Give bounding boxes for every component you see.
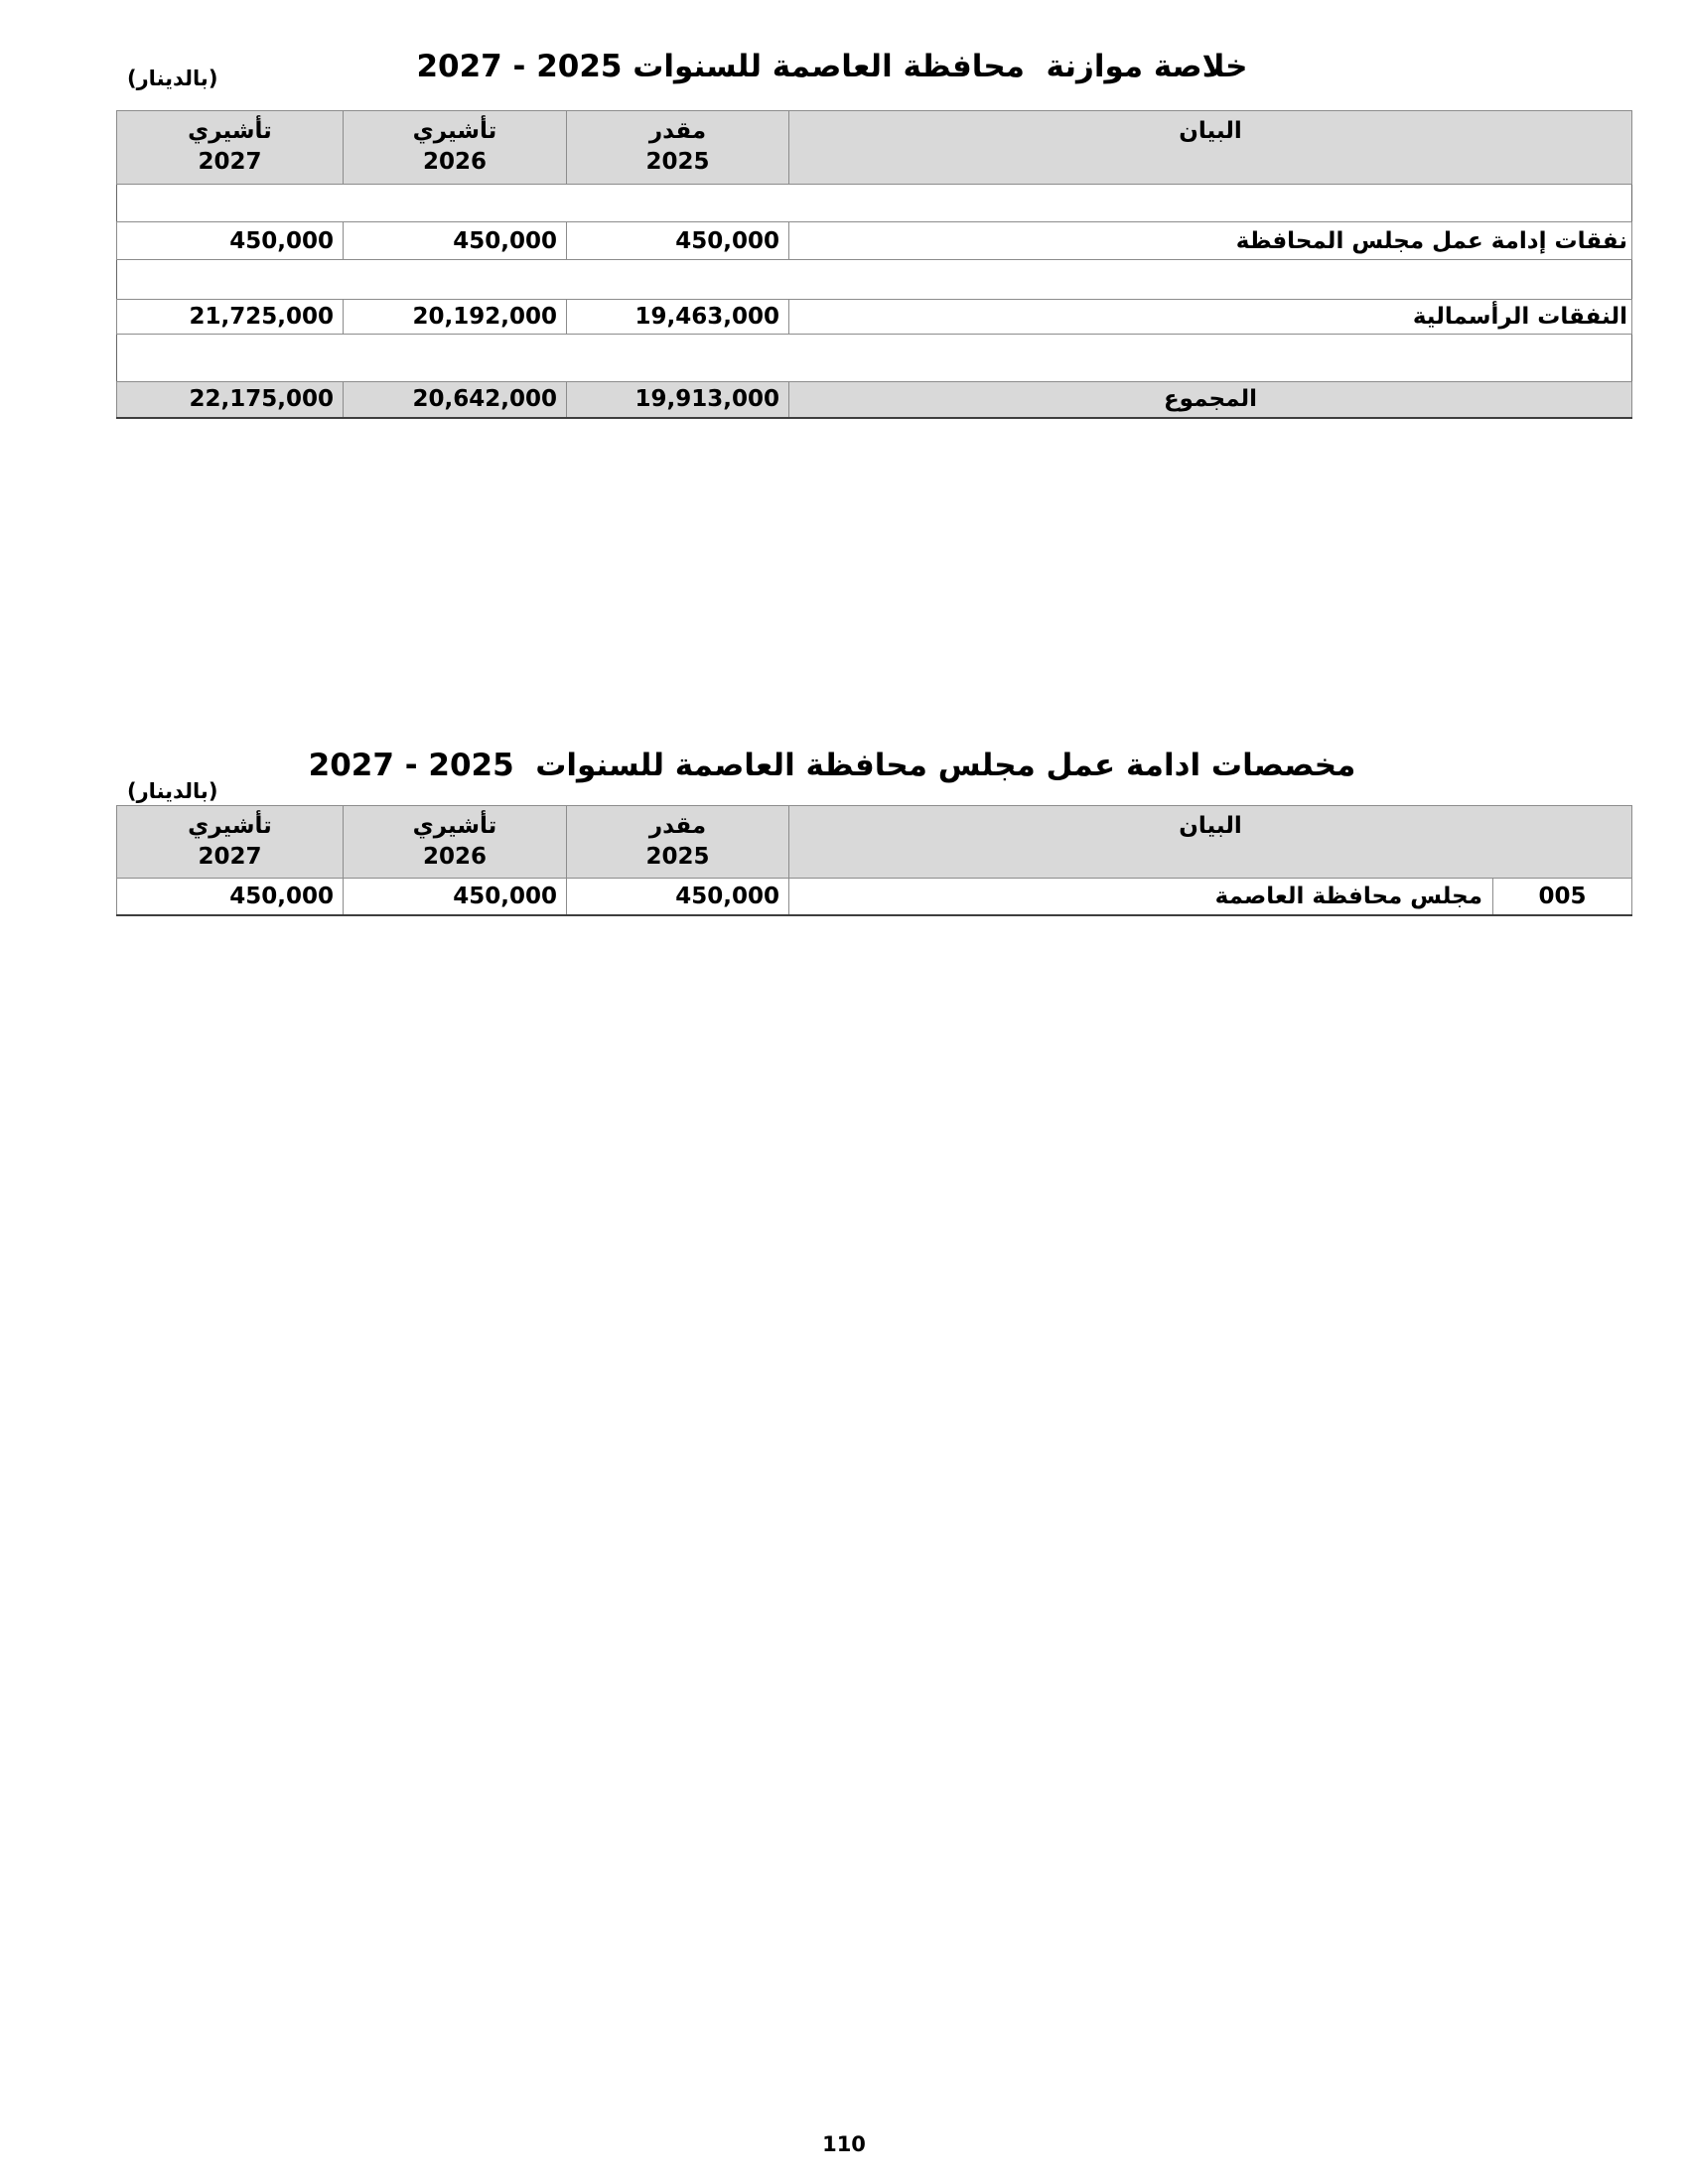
row-value-2026: 450,000 [344,879,567,915]
row-statement: نفقات إدامة عمل مجلس المحافظة [789,222,1632,260]
table-row-council-operating [117,222,1632,260]
statement-header-label: البيان [1179,118,1242,144]
summary-header-statement [789,111,1632,185]
spacer-row [117,260,1632,300]
indicative-2026-label: تأشيري [412,118,497,144]
total-row [117,382,1632,418]
row-value-2025: 450,000 [567,222,789,260]
allocations-header-indicative-2026 [344,806,567,879]
table-row-capital-governorate-council [117,879,1632,915]
spacer-row [117,185,1632,222]
summary-header-indicative-2027 [117,111,344,185]
spacer-cell [117,260,1632,300]
indicative-2027-label: تأشيري [188,813,272,839]
allocations-header-estimated-2025 [567,806,789,879]
summary-header-row [117,111,1632,185]
row-statement: النفقات الرأسمالية [789,300,1632,335]
row-value-2026: 20,192,000 [344,300,567,335]
row-statement: مجلس محافظة العاصمة [789,879,1493,915]
total-label: المجموع [789,382,1632,418]
row-value-2026: 450,000 [344,222,567,260]
indicative-2026-year: 2026 [422,844,487,870]
estimated-label: مقدر [648,813,707,839]
row-value-2025: 19,463,000 [567,300,789,335]
summary-table [116,110,1632,419]
table-row-capital-expenditures [117,300,1632,335]
indicative-2027-label: تأشيري [188,118,272,144]
row-code: 005 [1493,879,1632,915]
spacer-row [117,335,1632,382]
estimated-year: 2025 [645,149,710,175]
summary-table-title: خلاصة موازنة محافظة العاصمة للسنوات 2025 - 2027 [416,49,1248,84]
row-value-2027: 450,000 [117,879,344,915]
indicative-2026-year: 2026 [422,149,487,175]
spacer-cell [117,335,1632,382]
allocations-table-title: مخصصات ادامة عمل مجلس محافظة العاصمة للسنوات 2025 - 2027 [308,748,1356,783]
page-number: 110 [822,2132,866,2156]
estimated-label: مقدر [648,118,707,144]
allocations-table [116,805,1632,916]
indicative-2027-year: 2027 [198,149,262,175]
allocations-header-statement [789,806,1632,879]
row-value-2027: 21,725,000 [117,300,344,335]
total-value-2027: 22,175,000 [117,382,344,418]
allocations-header-indicative-2027 [117,806,344,879]
spacer-cell [117,185,1632,222]
allocations-header-row [117,806,1632,879]
summary-header-estimated-2025 [567,111,789,185]
row-value-2025: 450,000 [567,879,789,915]
indicative-2027-year: 2027 [198,844,262,870]
statement-header-label: البيان [1179,813,1242,839]
row-value-2027: 450,000 [117,222,344,260]
summary-header-indicative-2026 [344,111,567,185]
estimated-year: 2025 [645,844,710,870]
total-value-2026: 20,642,000 [344,382,567,418]
summary-currency-note: (بالدينار) [127,67,218,90]
indicative-2026-label: تأشيري [412,813,497,839]
total-value-2025: 19,913,000 [567,382,789,418]
allocations-currency-note: (بالدينار) [127,779,218,803]
